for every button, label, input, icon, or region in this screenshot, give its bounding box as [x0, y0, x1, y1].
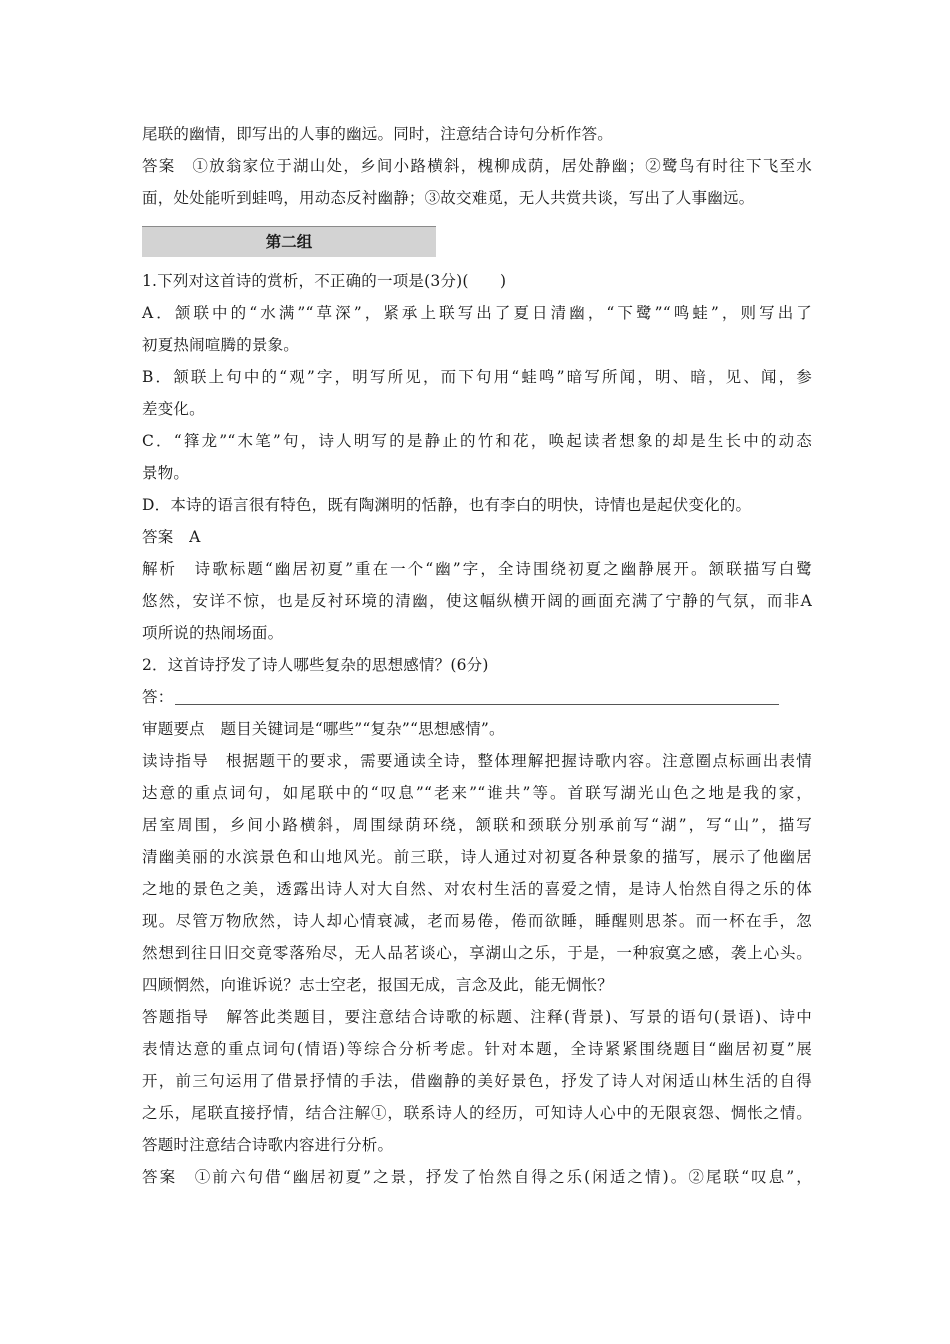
analysis-tail-line: 尾联的幽情，即写出的人事的幽远。同时，注意结合诗句分析作答。 [142, 125, 614, 143]
answer-blank-line[interactable] [175, 704, 779, 705]
answer-guide-line: 开，前三句运用了借景抒情的手法，借幽静的美好景色，抒发了诗人对闲适山林生活的自得 [142, 1072, 812, 1090]
option-d-line: D．本诗的语言很有特色，既有陶渊明的恬静，也有李白的明快，诗情也是起伏变化的。 [142, 496, 752, 514]
reading-guide-line: 清幽美丽的水滨景色和山地风光。前三联，诗人通过对初夏各种景象的描写，展示了他幽居 [142, 848, 812, 866]
section-title: 第二组 [265, 233, 313, 251]
option-c-line: 景物。 [142, 464, 190, 482]
answer-prefix: 答： [142, 688, 174, 706]
answer-guide-line: 答题指导 解答此类题目，要注意结合诗歌的标题、注释(背景)、写景的语句(景语)、诗中 [142, 1008, 812, 1026]
reading-guide-line: 达意的重点词句，如尾联中的“叹息”“老来”“谁共”等。首联写湖光山色之地是我的家， [142, 784, 812, 802]
answer-guide-line: 表情达意的重点词句(情语)等综合分析考虑。针对本题，全诗紧紧围绕题目“幽居初夏”展 [142, 1040, 812, 1058]
reading-guide-line: 居室周围，乡间小路横斜，周围绿荫环绕，颔联和颈联分别承前写“湖”，写“山”，描写 [142, 816, 812, 834]
question-2 [142, 649, 812, 1193]
question-2-answer: 答案 ①前六句借“幽居初夏”之景，抒发了怡然自得之乐(闲适之情)。②尾联“叹息”， [142, 1168, 812, 1186]
option-a-line: 初夏热闹喧腾的景象。 [142, 336, 300, 354]
document-page [142, 118, 812, 1193]
option-b-line: 差变化。 [142, 400, 205, 418]
key-points-line: 审题要点 题目关键词是“哪些”“复杂”“思想感情”。 [142, 720, 505, 738]
option-a-line: A．颔联中的“水满”“草深”，紧承上联写出了夏日清幽，“下鹭”“鸣蛙”，则写出了 [142, 304, 812, 322]
reading-guide-line: 读诗指导 根据题干的要求，需要通读全诗，整体理解把握诗歌内容。注意圈点标画出表情 [142, 752, 812, 770]
option-b-line: B．颔联上句中的“观”字，明写所见，而下句用“蛙鸣”暗写所闻，明、暗，见、闻，参 [142, 368, 812, 386]
analysis-line: 悠然，安详不惊，也是反衬环境的清幽，使这幅纵横开阔的画面充满了宁静的气氛，而非A [142, 592, 812, 610]
answer-line: 答案 ①放翁家位于湖山处，乡间小路横斜，槐柳成荫，居处静幽；②鹭鸟有时往下飞至水 [142, 157, 812, 175]
question-2-stem: 2．这首诗抒发了诗人哪些复杂的思想感情？(6分) [142, 656, 489, 674]
analysis-line: 项所说的热闹场面。 [142, 624, 284, 642]
answer-blank-row [142, 681, 812, 713]
question-1 [142, 265, 812, 649]
reading-guide-line: 之地的景色之美，透露出诗人对大自然、对农村生活的喜爱之情，是诗人怡然自得之乐的体 [142, 880, 812, 898]
reading-guide-line: 四顾惘然，向谁诉说？志士空老，报国无成，言念及此，能无惆怅？ [142, 976, 614, 994]
previous-answer-block [142, 118, 812, 214]
reading-guide-line: 然想到往日旧交竟零落殆尽，无人品茗谈心，享湖山之乐，于是，一种寂寞之感，袭上心头。 [142, 944, 812, 962]
reading-guide-line: 现。尽管万物欣然，诗人却心情衰减，老而易倦，倦而欲睡，睡醒则思茶。而一杯在手，忽 [142, 912, 812, 930]
answer-guide-line: 之乐，尾联直接抒情，结合注解①，联系诗人的经历，可知诗人心中的无限哀怨、惆怅之情。 [142, 1104, 812, 1122]
option-c-line: C．“箨龙”“木笔”句，诗人明写的是静止的竹和花，唤起读者想象的却是生长中的动态 [142, 432, 812, 450]
question-1-stem: 1.下列对这首诗的赏析，不正确的一项是(3分)( ) [142, 272, 507, 290]
analysis-line: 解析 诗歌标题“幽居初夏”重在一个“幽”字，全诗围绕初夏之幽静展开。颔联描写白鹭 [142, 560, 812, 578]
question-1-answer: 答案 A [142, 528, 201, 546]
section-header-bar [142, 226, 436, 257]
answer-line: 面，处处能听到蛙鸣，用动态反衬幽静；③故交难觅，无人共赏共谈，写出了人事幽远。 [142, 189, 755, 207]
answer-guide-line: 答题时注意结合诗歌内容进行分析。 [142, 1136, 394, 1154]
